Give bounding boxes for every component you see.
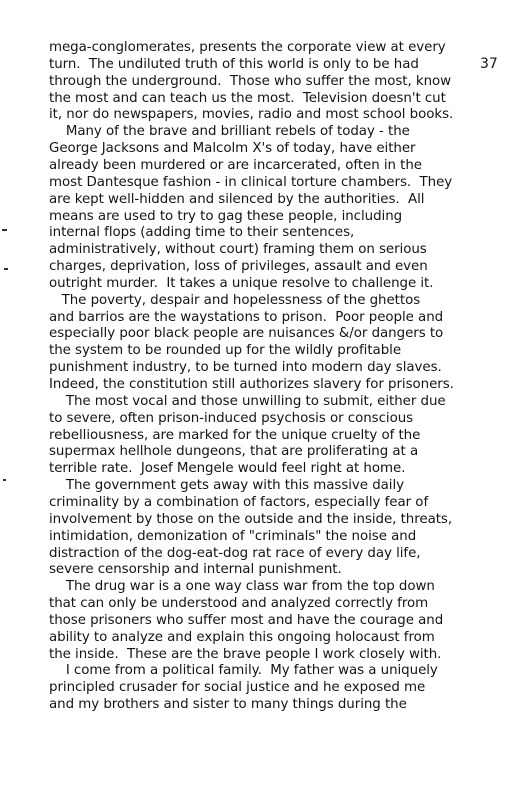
text-line: involvement by those on the outside and the inside, threats, (49, 512, 453, 527)
text-line: especially poor black people are nuisances &/or dangers to (49, 326, 444, 341)
margin-mark (3, 479, 6, 481)
text-line: supermax hellhole dungeons, that are proliferating at a (49, 444, 419, 459)
text-line: intimidation, demonization of "criminals" the noise and (49, 529, 417, 544)
text-line: and my brothers and sister to many things during the (49, 697, 407, 712)
text-line: principled crusader for social justice and he exposed me (49, 680, 426, 695)
text-line: Many of the brave and brilliant rebels of today - the (49, 124, 410, 139)
text-line: to severe, often prison-induced psychosis or conscious (49, 411, 414, 426)
text-line: severe censorship and internal punishment. (49, 562, 342, 577)
text-line: the most and can teach us the most. Television doesn't cut (49, 91, 446, 106)
text-line: those prisoners who suffer most and have the courage and (49, 613, 444, 628)
text-line: turn. The undiluted truth of this world is only to be had (49, 57, 419, 72)
text-line: internal flops (adding time to their sentences, (49, 225, 355, 240)
text-line: outright murder. It takes a unique resolve to challenge it. (49, 276, 434, 291)
text-line: ability to analyze and explain this ongoing holocaust from (49, 630, 435, 645)
text-line: most Dantesque fashion - in clinical torture chambers. They (49, 175, 453, 190)
text-line: the system to be rounded up for the wildly profitable (49, 343, 402, 358)
text-line: The most vocal and those unwilling to submit, either due (49, 394, 446, 409)
text-line: mega-conglomerates, presents the corporate view at every (49, 40, 446, 55)
text-line: that can only be understood and analyzed correctly from (49, 596, 429, 611)
text-line: punishment industry, to be turned into modern day slaves. (49, 360, 442, 375)
text-line: The drug war is a one way class war from the top down (49, 579, 435, 594)
text-line: through the underground. Those who suffer the most, know (49, 74, 452, 89)
text-line: George Jacksons and Malcolm X's of today, have either (49, 141, 416, 156)
text-line: distraction of the dog-eat-dog rat race of every day life, (49, 546, 421, 561)
text-line: means are used to try to gag these people, including (49, 209, 403, 224)
text-line: The government gets away with this massive daily (49, 478, 405, 493)
margin-mark (4, 268, 8, 270)
text-line: are kept well-hidden and silenced by the authorities. All (49, 192, 425, 207)
text-line: administratively, without court) framing them on serious (49, 242, 427, 257)
text-line: it, nor do newspapers, movies, radio and most school books. (49, 107, 454, 122)
page-number: 37 (480, 56, 498, 72)
text-line: rebelliousness, are marked for the unique cruelty of the (49, 428, 421, 443)
text-line: already been murdered or are incarcerated, often in the (49, 158, 422, 173)
text-line: charges, deprivation, loss of privileges, assault and even (49, 259, 428, 274)
text-line: I come from a political family. My father was a uniquely (49, 663, 438, 678)
text-line: the inside. These are the brave people I work closely with. (49, 647, 442, 662)
text-line: and barrios are the waystations to prison. Poor people and (49, 310, 444, 325)
text-line: criminality by a combination of factors, especially fear of (49, 495, 429, 510)
text-line: Indeed, the constitution still authorizes slavery for prisoners. (49, 377, 454, 392)
margin-mark (2, 229, 7, 231)
text-line: The poverty, despair and hopelessness of the ghettos (49, 293, 421, 308)
text-line: terrible rate. Josef Mengele would feel right at home. (49, 461, 406, 476)
